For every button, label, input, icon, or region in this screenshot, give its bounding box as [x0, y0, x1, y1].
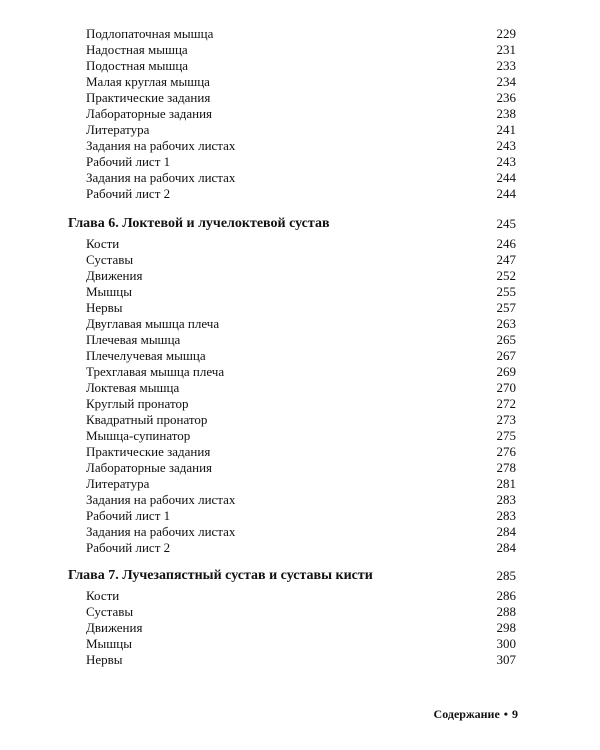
chapter-page: 245 — [496, 216, 516, 231]
toc-entry — [0, 380, 600, 396]
toc-entry-page: 281 — [496, 476, 516, 491]
toc-entry-page: 263 — [496, 316, 516, 331]
toc-entry-page: 276 — [496, 444, 516, 459]
toc-entry-label: Лабораторные задания — [86, 106, 213, 121]
toc-entry-label: Кости — [86, 236, 120, 251]
toc-entry — [0, 492, 600, 508]
toc-entry — [0, 588, 600, 604]
toc-entry — [0, 252, 600, 268]
chapter-page: 285 — [496, 568, 516, 583]
toc-entry-page: 307 — [496, 652, 516, 667]
toc-entry-page: 233 — [496, 58, 516, 73]
toc-entry — [0, 636, 600, 652]
toc-entry-page: 278 — [496, 460, 516, 475]
toc-entry-label: Движения — [86, 620, 143, 635]
toc-entry-label: Рабочий лист 1 — [86, 508, 171, 523]
toc-entry-label: Задания на рабочих листах — [86, 524, 236, 539]
footer-bullet: • — [503, 707, 508, 721]
toc-entry-label: Локтевая мышца — [86, 380, 180, 395]
toc-entry — [0, 620, 600, 636]
toc-entry-page: 231 — [496, 42, 516, 57]
toc-entry-page: 265 — [496, 332, 516, 347]
toc-entry — [0, 26, 600, 42]
toc-entry-label: Плечевая мышца — [86, 332, 181, 347]
footer-page-number: 9 — [512, 707, 518, 721]
toc-entry — [0, 268, 600, 284]
toc-entry-page: 252 — [496, 268, 516, 283]
toc-entry-label: Кости — [86, 588, 120, 603]
chapter-title: Глава 7. Лучезапястный сустав и суставы кисти — [68, 568, 373, 583]
toc-entry-page: 300 — [496, 636, 516, 651]
toc-entry — [0, 540, 600, 556]
toc-entry — [0, 364, 600, 380]
toc-entry-page: 270 — [496, 380, 516, 395]
footer-section-title: Содержание — [433, 707, 500, 721]
toc-entry — [0, 652, 600, 668]
toc-entry-label: Квадратный пронатор — [86, 412, 208, 427]
toc-entry — [0, 170, 600, 186]
toc-entry-page: 273 — [496, 412, 516, 427]
toc-entry-page: 283 — [496, 492, 516, 507]
chapter-heading-6 — [0, 215, 600, 231]
toc-entry-label: Задания на рабочих листах — [86, 138, 236, 153]
toc-entry — [0, 300, 600, 316]
toc-entry-page: 257 — [496, 300, 516, 315]
toc-entry-label: Круглый пронатор — [86, 396, 189, 411]
toc-entry-page: 288 — [496, 604, 516, 619]
toc-entry-label: Двуглавая мышца плеча — [86, 316, 220, 331]
toc-entry-label: Суставы — [86, 252, 134, 267]
toc-entry — [0, 106, 600, 122]
toc-entry — [0, 316, 600, 332]
toc-entry — [0, 58, 600, 74]
toc-entry-page: 244 — [496, 186, 516, 201]
toc-entry-label: Лабораторные задания — [86, 460, 213, 475]
toc-entry-label: Нервы — [86, 300, 123, 315]
toc-entry — [0, 476, 600, 492]
toc-entry — [0, 524, 600, 540]
toc-entry-page: 241 — [496, 122, 516, 137]
toc-entry — [0, 74, 600, 90]
toc-entry-label: Рабочий лист 1 — [86, 154, 171, 169]
toc-entry-label: Суставы — [86, 604, 134, 619]
toc-entry — [0, 412, 600, 428]
chapter-title: Глава 6. Локтевой и лучелоктевой сустав — [68, 216, 330, 231]
toc-entry-label: Задания на рабочих листах — [86, 170, 236, 185]
toc-entry-label: Нервы — [86, 652, 123, 667]
toc-entry-page: 267 — [496, 348, 516, 363]
toc-entry-page: 283 — [496, 508, 516, 523]
toc-entry — [0, 90, 600, 106]
toc-entry-page: 243 — [496, 154, 516, 169]
toc-entry-page: 284 — [496, 540, 516, 555]
toc-entry-label: Трехглавая мышца плеча — [86, 364, 225, 379]
toc-entry-label: Рабочий лист 2 — [86, 540, 171, 555]
toc-entry-page: 275 — [496, 428, 516, 443]
toc-entry-label: Подостная мышца — [86, 58, 189, 73]
toc-entry-label: Движения — [86, 268, 143, 283]
toc-entry-page: 284 — [496, 524, 516, 539]
toc-entry — [0, 138, 600, 154]
chapter-heading-7 — [0, 567, 600, 583]
toc-entry — [0, 444, 600, 460]
toc-entry-label: Малая круглая мышца — [86, 74, 210, 89]
toc-entry — [0, 284, 600, 300]
toc-entry-page: 243 — [496, 138, 516, 153]
toc-entry-label: Практические задания — [86, 444, 211, 459]
toc-entry-label: Задания на рабочих листах — [86, 492, 236, 507]
toc-entry-page: 298 — [496, 620, 516, 635]
toc-entry-page: 229 — [496, 26, 516, 41]
toc-entry-page: 286 — [496, 588, 516, 603]
toc-entry — [0, 508, 600, 524]
toc-entry-label: Мышцы — [86, 284, 132, 299]
toc-entry — [0, 122, 600, 138]
toc-entry-page: 272 — [496, 396, 516, 411]
toc-entry-page: 234 — [496, 74, 516, 89]
toc-entry-label: Литература — [86, 476, 150, 491]
toc-entry — [0, 332, 600, 348]
toc-entry — [0, 154, 600, 170]
toc-entry-page: 238 — [496, 106, 516, 121]
toc-entry-page: 236 — [496, 90, 516, 105]
toc-entry — [0, 396, 600, 412]
toc-entry-page: 244 — [496, 170, 516, 185]
toc-entry-label: Мышца-супинатор — [86, 428, 191, 443]
toc-entry-page: 255 — [496, 284, 516, 299]
toc-entry-page: 269 — [496, 364, 516, 379]
toc-entry-page: 247 — [496, 252, 516, 267]
toc-entry-label: Литература — [86, 122, 150, 137]
toc-entry-label: Плечелучевая мышца — [86, 348, 206, 363]
page-footer — [434, 707, 518, 722]
toc-entry-label: Рабочий лист 2 — [86, 186, 171, 201]
toc-entry — [0, 42, 600, 58]
toc-entry — [0, 186, 600, 202]
toc-entry — [0, 604, 600, 620]
toc-entry-label: Надостная мышца — [86, 42, 188, 57]
toc-entry — [0, 236, 600, 252]
toc-entry-label: Подлопаточная мышца — [86, 26, 214, 41]
toc-entry-page: 246 — [496, 236, 516, 251]
toc-entry — [0, 428, 600, 444]
toc-entry — [0, 348, 600, 364]
toc-entry — [0, 460, 600, 476]
toc-entry-label: Практические задания — [86, 90, 211, 105]
toc-entry-label: Мышцы — [86, 636, 132, 651]
